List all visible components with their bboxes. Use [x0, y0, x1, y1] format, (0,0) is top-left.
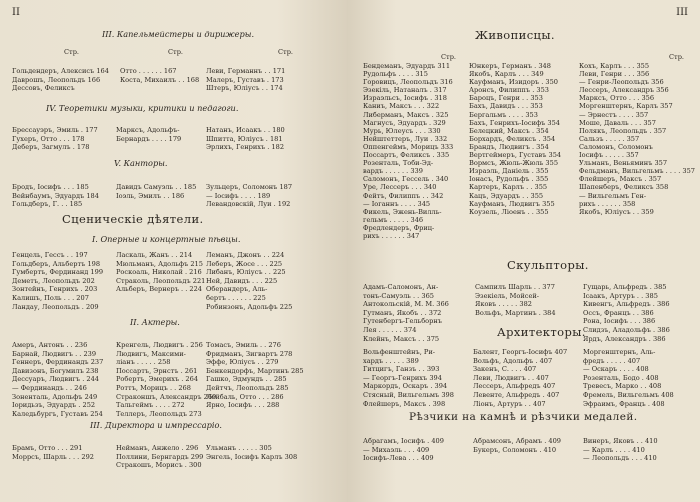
index-entry: Коузель, Ліоенъ . . 355 — [469, 207, 549, 216]
index-entry: Іосифъ . . . . . 357 — [579, 151, 639, 160]
index-column — [12, 444, 94, 461]
index-column — [206, 126, 285, 152]
index-entry: Ісаакъ, Артуръ . . 385 — [583, 291, 658, 300]
index-entry: Эфраимъ, Францъ . 408 — [583, 399, 665, 408]
index-entry: Зульцеръ, Соломонъ 187 — [206, 183, 293, 191]
index-entry: — Леопольдъ . . . 410 — [583, 454, 657, 463]
index-entry: Горовицъ, Леопольдъ 316 — [363, 78, 453, 87]
index-entry: Бернардъ . . . . 179 — [116, 134, 182, 143]
index-entry: Вольфъ, Адольфъ . 407 — [473, 356, 553, 365]
index-entry: Іосифъ-Лева . . . 409 — [363, 454, 434, 463]
index-entry: Якобъ, Карлъ . . . 349 — [469, 70, 544, 79]
page-col-header: Стр. — [669, 53, 685, 61]
index-entry: Эзекіель, Мойсей- — [475, 291, 539, 300]
index-entry: Стясный, Вильгельмъ 398 — [363, 390, 454, 399]
index-entry: Шпитта, Юліусъ . 181 — [206, 134, 283, 143]
index-entry: Саломонъ, Соломонъ — [579, 142, 653, 151]
page-number: II — [12, 7, 20, 18]
index-entry: Гитцигъ, Ганзъ . . 393 — [363, 365, 440, 374]
page-number: III — [676, 7, 688, 18]
index-entry: Деметъ, Леопольдъ 202 — [12, 276, 95, 285]
index-entry: Коста, Михаилъ . . 168 — [120, 75, 200, 84]
chapter-heading-engravers: Рѣзчики на камнѣ и рѣзчики медалей. — [409, 411, 638, 423]
index-entry: Кивенгъ, Альфредъ . 386 — [583, 300, 670, 309]
index-entry: Фейтъ, Филиппъ . . 342 — [363, 191, 444, 200]
index-entry: рихъ . . . . . . 358 — [579, 199, 636, 208]
index-entry: Левандовскій, Луи . 192 — [206, 200, 291, 209]
index-entry: Белецкий, Максъ . 354 — [469, 126, 549, 135]
index-entry: Вертгеймеръ, Густавъ 354 — [469, 151, 562, 160]
index-entry: Фридманъ, Зигвартъ 278 — [206, 349, 293, 358]
index-entry: Вормсъ, Жюль-Жюль 355 — [469, 159, 559, 168]
index-entry: Роттъ, Морицъ . . 268 — [116, 383, 191, 392]
index-entry: Бароцъ, Генри . . 353 — [469, 94, 543, 103]
index-entry: Ярно, Іосифъ . . . 288 — [206, 401, 280, 410]
index-column — [116, 444, 203, 470]
index-entry: Розенталь, Тоби-Эд- — [363, 159, 434, 168]
index-entry: Дессуаръ, Людвигъ . 244 — [12, 375, 100, 384]
index-entry: Марксъ, Отто . . . 356 — [579, 94, 655, 103]
index-entry: Сампилъ Шарль . . 377 — [475, 283, 555, 291]
index-entry: Леви, Людвигъ . . 407 — [473, 373, 549, 382]
index-column — [206, 444, 297, 461]
index-entry: Давидъ Самуэль . . 185 — [116, 183, 197, 191]
index-entry: Дессовъ, Феликсъ — [12, 84, 75, 93]
index-entry: Гольдендеръ, Алексисъ 164 — [12, 67, 109, 75]
index-entry: тонъ-Самуэль . . 365 — [363, 291, 434, 300]
section-title-theorists: IV. Теоретики музыки, критики и педагоги. — [46, 103, 239, 113]
index-entry: Фельдманъ, Вильгельмъ . . . . 357 — [579, 167, 695, 176]
index-column — [206, 341, 304, 410]
chapter-heading-painters: Живописцы. — [475, 28, 555, 42]
index-column — [206, 67, 285, 93]
index-entry: Людвигъ, Максими- — [116, 349, 186, 358]
index-column — [583, 437, 658, 463]
index-entry: Ульманъ, Веньяминъ 357 — [579, 159, 668, 168]
index-entry: Роскоаль, Николай . 216 — [116, 268, 202, 277]
index-entry: Леви, Генри . . . 356 — [579, 70, 650, 79]
index-entry: Саломонъ, Гессель . 340 — [363, 175, 449, 184]
index-entry: Эзекіль, Натаналъ . 317 — [363, 86, 447, 95]
index-entry: Абрагамъ, Іосифъ . 409 — [363, 437, 444, 445]
index-entry: Слидзъ, Аладольфъ . 386 — [583, 325, 670, 334]
index-entry: Моррсъ, Шарль . . . 292 — [12, 452, 94, 461]
index-entry: Адамъ-Саломонъ, Ан- — [363, 283, 439, 291]
index-column — [473, 348, 567, 408]
index-entry: Гольдберъ, Альбертъ 198 — [12, 259, 101, 268]
section-title-directors: III. Директора и импрессаріо. — [90, 420, 222, 430]
index-entry: гельмъ . . . . . 346 — [363, 215, 424, 224]
page-col-header: Стр. — [278, 48, 294, 56]
index-entry: Бродъ, Іосифъ . . . 185 — [12, 183, 89, 191]
index-entry: Энгель, Іосифъ Карлъ 308 — [206, 452, 298, 461]
index-entry: Робинзонъ, Адольфъ 225 — [206, 302, 293, 311]
index-entry: Брандъ, Людвигъ . 354 — [469, 142, 549, 151]
index-entry: Мурь, Юлеусъ . . . 330 — [363, 126, 441, 135]
index-column — [363, 348, 454, 408]
index-entry: Борхардъ, Феликсъ . 354 — [469, 134, 556, 143]
index-column — [475, 283, 556, 317]
index-entry: Ліонъ, Артуръ . . 407 — [473, 399, 546, 408]
right-page — [347, 0, 700, 502]
index-entry: Бендеманъ, Эдуардъ 311 — [363, 62, 451, 70]
index-column — [116, 341, 216, 418]
index-entry: Гущарь, Альфредъ . 385 — [583, 283, 667, 291]
index-entry: Кауфманъ, Людвигъ 355 — [469, 199, 555, 208]
index-entry: Клейнъ, Максъ . . 375 — [363, 334, 440, 343]
index-entry: Антокольскій, М. М. 366 — [363, 300, 449, 309]
index-entry: Гухеръ, Отто . . . 178 — [12, 134, 85, 143]
section-title-kapellmeisters: III. Капельмейстеры и дирижеры. — [102, 29, 255, 39]
index-entry: Бахъ, Давидъ . . . 353 — [469, 102, 543, 111]
index-entry: Израэль, Даніель . 355 — [469, 167, 549, 176]
index-entry: Полякъ, Леопольдъ . 357 — [579, 126, 667, 135]
index-entry: Яковъ . . . . . 382 — [475, 300, 532, 309]
index-entry: Вольфенштейнъ, Ри- — [363, 348, 435, 356]
index-entry: — Карлъ . . . . 410 — [583, 445, 645, 454]
index-entry: Барнай, Людвигъ . . 239 — [12, 349, 97, 358]
index-entry: Кауфманъ, Изидоръ . 350 — [469, 78, 558, 87]
index-entry: — Оскаръ . . . . 408 — [583, 365, 649, 374]
index-entry: Лессеръ, Альфредъ 407 — [473, 382, 556, 391]
index-column — [12, 251, 103, 311]
index-column — [363, 283, 449, 343]
index-entry: Фикель, Эжень-Вилль- — [363, 207, 442, 216]
index-entry: Марксъ, Адольфъ- — [116, 126, 180, 134]
index-entry: Леманъ, Джонъ . . 224 — [206, 251, 285, 259]
index-entry: Букеръ, Соломонъ . 410 — [473, 445, 557, 454]
index-column — [473, 437, 561, 454]
index-entry: Деберъ, Загмулъ . 178 — [12, 143, 90, 152]
index-entry: Рудольфъ . . . . 315 — [363, 70, 428, 79]
index-entry: Дейтчъ, Леопольдъ 285 — [206, 383, 289, 392]
index-column — [12, 67, 109, 93]
index-entry: Ласкаль, Жанъ . . 214 — [116, 251, 193, 259]
index-entry: Леви, Германнъ . . 171 — [206, 67, 286, 75]
index-entry: — Фердинандъ . . 246 — [12, 383, 87, 392]
index-entry: Гутманъ, Якобъ . . 372 — [363, 308, 442, 317]
page-col-header: Стр. — [168, 48, 184, 56]
index-entry: Альберъ, Вернеръ . . 224 — [116, 285, 202, 294]
index-entry: Лессеръ, Александръ 356 — [579, 86, 669, 95]
index-entry: Гашко, Эдмундъ . . 285 — [206, 375, 287, 384]
index-entry: Ульманъ . . . . . 305 — [206, 444, 272, 452]
index-entry: Маркордъ, Оскаръ . 394 — [363, 382, 448, 391]
index-column — [206, 183, 292, 209]
index-entry: Нейманъ, Анжело . 296 — [116, 444, 199, 452]
index-entry: Давизонъ, Богумилъ 238 — [12, 366, 99, 375]
index-entry: Мюльманъ, Адольфъ 215 — [116, 259, 203, 268]
index-entry: Фремель, Вильгельмъ 408 — [583, 390, 674, 399]
index-entry: Поссартъ, Феликсъ . 335 — [363, 151, 450, 160]
index-entry: Оссъ, Францъ . . 386 — [583, 308, 654, 317]
index-entry: Бахъ, Генрихъ-Іосифъ 354 — [469, 118, 561, 127]
index-entry: фредъ . . . . . 407 — [583, 356, 641, 365]
index-entry: Брессауэръ, Эмиль . 177 — [12, 126, 98, 134]
index-entry: Нейштеттеръ, Луи . 332 — [363, 134, 448, 143]
index-entry: — Іосифъ . . . . 189 — [206, 191, 271, 200]
index-entry: Оппенгеймъ, Морицъ 333 — [363, 142, 454, 151]
index-column — [12, 341, 103, 418]
index-entry: Ландау, Леопольдъ . 209 — [12, 302, 99, 311]
section-title-kantors: V. Канторы. — [114, 158, 168, 168]
index-entry: Стракошъ, Морисъ . 300 — [116, 461, 202, 470]
index-entry: Картеръ, Карлъ . . 355 — [469, 183, 548, 192]
index-entry: Гольдберъ, Г. . . 185 — [12, 200, 83, 209]
section-title-actors: II. Актеры. — [130, 317, 180, 327]
index-column — [363, 437, 444, 463]
index-entry: Якобъ, Юліусъ . . 359 — [579, 207, 654, 216]
index-entry: Эрлихъ, Генрихъ . 182 — [206, 143, 285, 152]
index-entry: Балент, Георгъ-Іосифъ 407 — [473, 348, 568, 356]
index-entry: ліанъ . . . . . 258 — [116, 358, 171, 367]
index-entry: Кацъ, Эдуардъ . . 355 — [469, 191, 544, 200]
index-entry: Іоридьзъ, Эдуардъ . 252 — [12, 401, 96, 410]
index-entry: Ней, Давидъ . . . 225 — [206, 276, 278, 285]
index-entry: Закенъ, С. . . . 407 — [473, 365, 537, 374]
index-column — [116, 183, 196, 200]
index-entry: Вольфъ, Мартинъ . 384 — [475, 308, 556, 317]
index-entry: Штеръ, Юліусъ . . 174 — [206, 84, 283, 93]
index-entry: Тревесъ, Марко . . 408 — [583, 382, 662, 391]
index-entry: Оберандеръ, Аль- — [206, 285, 268, 294]
index-entry: — Михаэль . . . 409 — [363, 445, 430, 454]
index-entry: Тальгеймъ . . . . 272 — [116, 401, 185, 410]
index-column — [116, 251, 205, 294]
index-entry: вардъ . . . . . . 339 — [363, 167, 423, 176]
index-entry: Моргенштернъ, Аль- — [583, 348, 656, 356]
index-entry: Страколь, Леопольдъ 221 — [116, 276, 206, 285]
index-entry: Абрамсонъ, Абрамъ . 409 — [473, 437, 562, 445]
index-entry: Сальзъ . . . . . 357 — [579, 134, 640, 143]
index-entry: Моше, Даваль . . . 357 — [579, 118, 656, 127]
index-column — [12, 183, 99, 209]
index-entry: Юнкеръ, Германъ . 348 — [469, 62, 551, 70]
index-entry: Гутенбергъ-Гельборнъ — [363, 317, 442, 326]
index-entry: Лея . . . . . . 374 — [363, 325, 417, 334]
index-entry: — Эрнестъ . . . . 357 — [579, 110, 649, 119]
index-entry: Шапенберъ, Феликсъ 358 — [579, 183, 669, 192]
chapter-heading-architects: Архитекторы. — [497, 325, 586, 339]
page-col-header: Стр. — [64, 48, 80, 56]
index-entry: Поссартъ, Эрнстъ . 261 — [116, 366, 198, 375]
index-entry: Амеръ, Антонъ . . 236 — [12, 341, 88, 349]
index-entry: Леберъ, Жосе . . . 225 — [206, 259, 283, 268]
index-entry: Ярдъ, Александръ . 386 — [583, 334, 666, 343]
index-column — [579, 62, 695, 216]
index-entry: Генцель, Гессъ . . 197 — [12, 251, 88, 259]
index-column — [469, 62, 561, 216]
index-entry: Магнусъ, Эдуардъ . 329 — [363, 118, 446, 127]
index-entry: Отто . . . . . . 167 — [120, 67, 177, 75]
index-entry: Аронсъ, Филиппъ . 353 — [469, 86, 549, 95]
index-column — [206, 251, 292, 311]
index-entry: Бенкендорфъ, Мартинъ 285 — [206, 366, 304, 375]
index-entry: хардъ . . . . . 389 — [363, 356, 419, 365]
index-entry: Либанъ, Юліусъ . . 225 — [206, 268, 286, 277]
index-entry: рихъ . . . . . . 347 — [363, 231, 420, 240]
index-entry: — Іоганнъ . . . . 345 — [363, 199, 431, 208]
index-entry: Кохъ, Карлъ . . . 355 — [579, 62, 650, 70]
index-entry: Брамъ, Отто . . . 291 — [12, 444, 83, 452]
page-col-header: Стр. — [441, 53, 457, 61]
index-entry: Рона, Іосифъ . . . 386 — [583, 317, 656, 326]
index-entry: Страконшъ, Александръ 269 — [116, 392, 217, 401]
index-entry: Бергальмъ . . . . 353 — [469, 110, 538, 119]
index-entry: — Вильгельмъ Ген- — [579, 191, 647, 200]
index-entry: Зонтейнъ, Генрихъ . 203 — [12, 285, 98, 294]
index-entry: — Генри-Леопольдъ 356 — [579, 78, 664, 87]
index-column — [583, 283, 670, 343]
index-column — [120, 67, 199, 84]
index-entry: Малеръ, Густавъ . 173 — [206, 75, 284, 84]
index-entry: Уре, Лессеръ . . . 340 — [363, 183, 437, 192]
index-entry: Эффе, Юліусъ . . 279 — [206, 358, 279, 367]
index-entry: Израэльсъ, Іосифъ . 318 — [363, 94, 447, 103]
index-entry: Даврошъ, Леопольдъ 166 — [12, 75, 101, 84]
index-entry: Кренгель, Людвигъ . 256 — [116, 341, 203, 349]
index-entry: Геннеръ, Фердинандъ 237 — [12, 358, 104, 367]
index-entry: Теллеръ, Леопольдъ 273 — [116, 409, 202, 418]
index-entry: бертъ . . . . . . 225 — [206, 293, 266, 302]
index-entry: Либерманъ, Максъ . 325 — [363, 110, 449, 119]
index-entry: Лейбаль, Отто . . . 286 — [206, 392, 284, 401]
index-entry: Вейнбаумъ, Эдуардъ 184 — [12, 191, 99, 200]
index-entry: Розенталь, Бодо . 408 — [583, 373, 659, 382]
index-column — [116, 126, 181, 143]
index-entry: Каледьбургъ, Густавъ 254 — [12, 409, 103, 418]
index-entry: Флейшеръ, Максъ . 398 — [363, 399, 446, 408]
index-entry: Зоненталь, Адольфъ 249 — [12, 392, 98, 401]
index-entry: Винеръ, Яковъ . . 410 — [583, 437, 658, 445]
section-title-opera: I. Оперные и концертные пѣвцы. — [92, 234, 241, 244]
index-column — [12, 126, 98, 152]
chapter-heading-stage: Сценическіе дѣятели. — [62, 212, 204, 226]
index-entry: Моргенштернъ, Карлъ 357 — [579, 102, 673, 111]
index-entry: — Георгъ-Генрихъ 394 — [363, 373, 442, 382]
index-entry: Гумбертъ, Фердинанд 199 — [12, 268, 104, 277]
index-entry: Томасъ, Эмиль . . 276 — [206, 341, 281, 349]
chapter-heading-sculptors: Скульпторы. — [507, 258, 589, 272]
index-column — [583, 348, 674, 408]
index-entry: Робертъ, Эмерихъ . 264 — [116, 375, 199, 384]
left-page — [0, 0, 347, 502]
index-entry: Калишъ, Поль . . . 207 — [12, 293, 89, 302]
index-entry: Іоэль, Эмилъ . . 186 — [116, 191, 185, 200]
index-entry: Левенте, Альфредъ . 407 — [473, 390, 560, 399]
index-entry: Натанъ, Исаакъ . . 180 — [206, 126, 285, 134]
index-entry: Іонасъ, Рудольфъ . 355 — [469, 175, 549, 184]
index-entry: Флейшеръ, Максъ . 357 — [579, 175, 662, 184]
index-column — [363, 62, 453, 240]
index-entry: Каниъ, Максъ . . . 322 — [363, 102, 440, 111]
index-entry: Поллини, Бернгардъ 299 — [116, 452, 204, 461]
index-entry: Фредлендеръ, Фриц- — [363, 223, 435, 232]
